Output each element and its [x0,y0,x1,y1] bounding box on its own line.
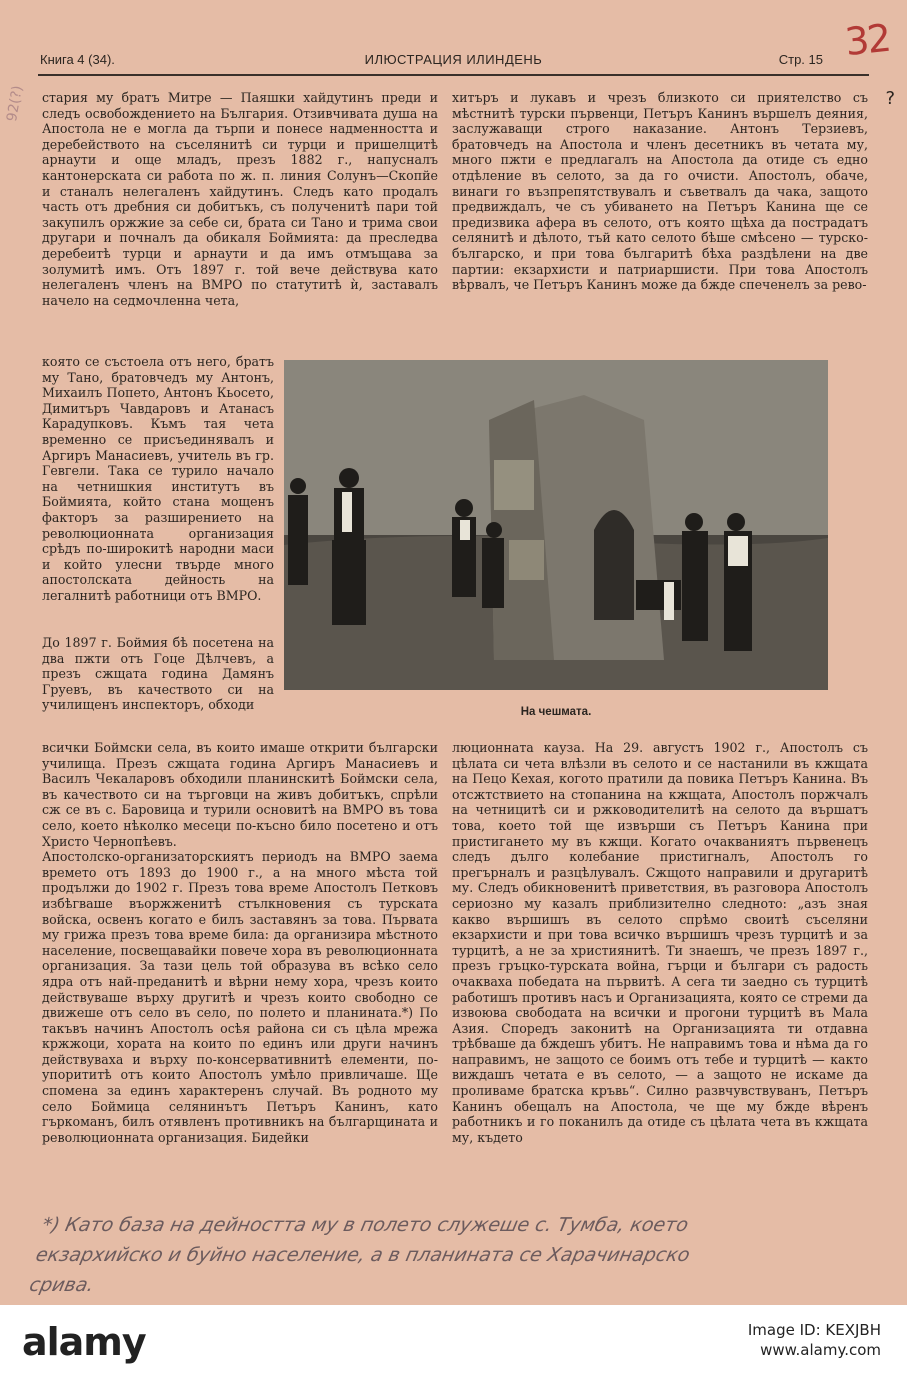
margin-annotation: 92(?) [4,84,27,123]
handwritten-page-number: 32 [842,15,892,65]
column-left-narrow-text: която се състоела отъ него, братъ му Тано, братовчедъ му Антонъ, Михаилъ Попето, Антонъ Кьосето, Димитъръ Чавдаровъ и Атанасъ Карадупковъ. Къмъ тая чета временно се присъединявалъ и Аргиръ Манасиевъ, учитель въ гр. Гевгели. Така се турило начало на четнишкия институтъ въ Боймията, който стана мощенъ факторъ за разширението на революционната организация срѣдъ по-широкитѣ народни маси и който улесни твърде много апостолската дейность на легалнитѣ работници отъ ВМРО. [42,354,274,603]
margin-mark: ? [885,88,895,109]
alamy-logo: alamy [22,1320,146,1364]
column-right-top-text: хитъръ и лукавъ и чрезъ близкото си приятелство съ мѣстнитѣ турски първенци, Петъръ Канинъ вършелъ деяния, заслужаващи строго наказание. Антонъ Терзиевъ, братовчедъ на Апостола и членъ десетникъ въ четата му, много пжти е предлагалъ на Апостола да отиде съ едно отдѣление въ селото, за да го очисти. Апостолъ, обаче, винаги го възпрепятствувалъ и съветвалъ да чака, защото предвиждалъ, че съ убиването на Петъръ Канина ще се предизвика афера въ селото, отъ която щѣха да пострадатъ селянитѣ и дѣлото, тъй като селото бѣше смѣсено — турско-българско, и при това българитѣ бѣха раздѣлени на две партии: екзархисти и патриаршисти. При това Апостолъ вѣрвалъ, че Петъръ Канинъ може да бжде спеченелъ за рево- [452,90,868,293]
photo-caption: На чешмата. [520,706,592,718]
column-left-narrow-text-2: До 1897 г. Боймия бѣ посетена на два пжти отъ Гоце Дѣлчевъ, а презъ сжщата година Дамянъ Груевъ, въ качеството си на училищенъ инспекторъ, обходи [42,635,274,713]
handwritten-footnote: *) Като база на дейността му в полето служеше с. Тумба, което екзархийско и буйно население, а в планината се Харачинарско срива. [27,1214,692,1296]
photo-illustration [284,360,828,690]
publication-title: ИЛЮСТРАЦИЯ ИЛИНДЕНЬ [364,52,543,67]
image-id-label: Image ID: KEXJBH [747,1321,881,1339]
column-right-bottom-text: люционната кауза. На 29. августъ 1902 г., Апостолъ съ цѣлата си чета влѣзли въ селото и се настанили въ кжщата на Пецо Кехая, когото пратили да повика Петъръ Канина. Въ отсжтствието на стопанина на кжщата, Апостолъ поржчалъ на четницитѣ си и ржководителитѣ на селото да вършатъ това, което той ще извърши съ Петъръ Канина при пристигането му въ кжщи. Когато очакваниятъ първенецъ следъ дълго колебание пристигналъ, Апостолъ го прегърналъ и разцѣлувалъ. Сжщото направили и другаритѣ му. Следъ обикновенитѣ приветствия, въ разговора Апостолъ сериозно му казалъ приблизително следното: „азъ зная какво вършишъ въ селото спрѣмо своитѣ съселяни екзархисти и при това всичко вършишъ чрезъ турцитѣ и за турцитѣ, а не за християнитѣ. Ти знаешъ, че презъ 1897 г., презъ гръцко-турската война, гърци и българи съ радость очакваха победата на първитѣ. А сега ти заедно съ турцитѣ работишъ противъ насъ и Организацията, която се стреми да извоюва свободата на всички и прогони турцитѣ въ Мала Азия. Споредъ законитѣ на Организацията ти отдавна трѣбваше да бждешъ убитъ. Не направимъ това и нѣма да го направимъ, не защото се боимъ отъ тебе и турцитѣ — както виждашъ четата е въ селото, — а защото не искаме да проливаме братска кръвь“. Силно развчувствуванъ, Петъръ Канинъ обещалъ на Апостола, че ще му бжде вѣренъ работникъ и го поканилъ да отиде съ цѣлата чета въ кжщата му, където [452,740,868,1145]
issue-label: Книга 4 (34). [40,52,115,67]
page-label: Стр. 15 [778,52,823,67]
fountain-photo [284,360,828,690]
column-left-top-text: стария му братъ Митре — Паяшки хайдутинъ преди и следъ освобождението на България. Отзивчивата душа на Апостола не е могла да търпи и понесе надменността и деребейството на съселянитѣ си турци и пришелцитѣ арнаути и още младъ, презъ 1882 г., напусналъ кантонерската си работа по ж. п. линия Солунъ—Скопйе и станалъ нелегаленъ хайдутинъ. Следъ като продалъ часть отъ дребния си добитъкъ, съ полученитѣ пари той закупилъ оржжие за себе си, брата си Тано и трима свои другари и почналъ да обикаля Боймията: да преследва деребеитѣ турци и арнаути и да имъ отмъщава за золумитѣ имъ. Отъ 1897 г. той вече действува като нелегаленъ членъ на ВМРО по статутитѣ ѝ, заставалъ начело на седмочленна чета, [42,90,438,308]
column-left-bottom-text: всички Боймски села, въ които имаше открити български училища. Презъ сжщата година Аргиръ Манасиевъ и Василъ Чекаларовъ обходили планинскитѣ Боймски села, въ качеството си на търговци на живъ добитъкъ, спрѣли сж се въ с. Баровица и турили основитѣ на ВМРО въ това село, което нѣколко месеци по-късно било посетено и отъ Христо Чернопѣевъ. Апостолско-организаторскиятъ периодъ на ВМРО заема времето отъ 1893 до 1900 г., а на много мѣста той продължи до 1902 г. Презъ това време Апостолъ Петковъ избѣгваше въоржженитѣ стълкновения съ турската войска, освенъ когато е билъ заставянъ за това. Първата му грижа презъ това време била: да организира мѣстното население, посвещавайки повече хора въ революционната организация. За тази цель той образува въ всѣко село ядра отъ най-преданитѣ и вѣрни нему хора, чрезъ които действуваше върху другитѣ и чрезъ които свободно се движеше отъ село въ село, по полето и планината.*) По такъвъ начинъ Апостолъ осѣя района си съ цѣла мрежа кржжоци, хората на които по единъ или други начинъ действуваха и върху по-консервативнитѣ елементи, по-упорититѣ отъ които Апостолъ умѣло привличаше. Ще спомена за единъ характеренъ случай. Въ родното му село Боймица селянинътъ Петъръ Канинъ, като гъркоманъ, билъ отявленъ противникъ на българщината и революционната организация. Бидейки [42,740,438,1145]
header-rule [38,74,869,76]
site-url: www.alamy.com [760,1341,881,1359]
running-header [40,48,867,72]
image-id-block [748,1320,881,1360]
